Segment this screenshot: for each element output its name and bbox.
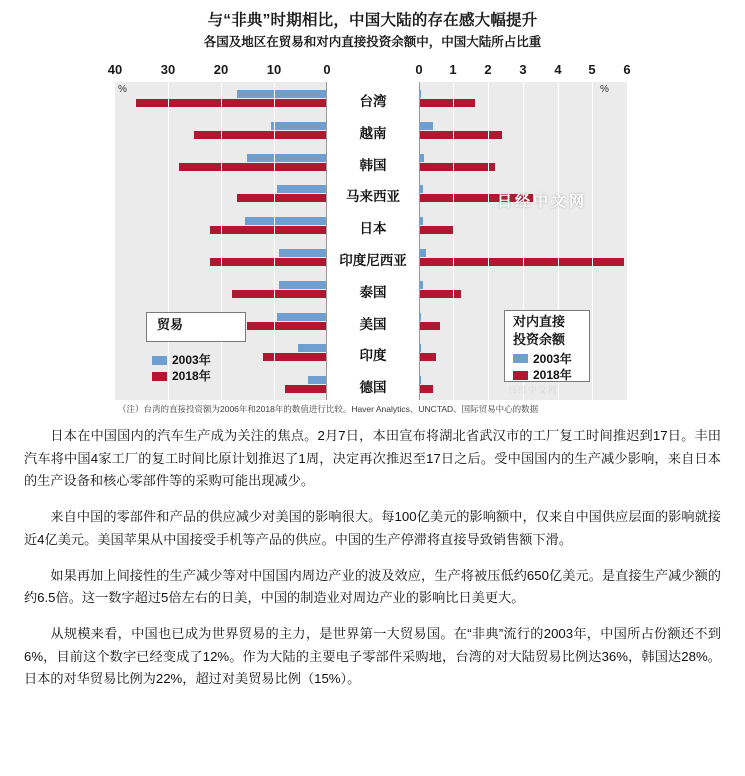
legend-label-2018: 2018年 <box>533 368 572 383</box>
axis-right-zero <box>419 82 420 400</box>
left-axis-ticks <box>0 62 745 80</box>
bar-fdi-2003 <box>419 122 433 130</box>
bar-trade-2018 <box>136 99 327 107</box>
bar-trade-2003 <box>271 122 327 130</box>
legend-swatch-2018-icon <box>513 371 528 380</box>
right-tick-2: 2 <box>484 62 492 77</box>
category-label: 美国 <box>359 316 387 332</box>
bar-trade-2018 <box>179 163 327 171</box>
bar-trade-2003 <box>237 90 327 98</box>
bar-trade-2018 <box>232 290 327 298</box>
bar-trade-2003 <box>298 344 327 352</box>
gridline-left-10 <box>274 82 275 400</box>
bar-fdi-2018 <box>419 163 495 171</box>
category-label: 德国 <box>359 380 387 396</box>
bar-trade-2018 <box>210 258 327 266</box>
bar-trade-2003 <box>279 249 327 257</box>
bar-fdi-2018 <box>419 322 440 330</box>
bar-fdi-2018 <box>419 385 433 393</box>
category-label: 泰国 <box>359 284 387 300</box>
article-paragraph: 如果再加上间接性的生产减少等对中国国内周边产业的波及效应，生产将被压低约650亿美元。是直接生产减少额的约6.5倍。这一数字超过5倍左右的日美，中国的制造业对周边产业的影响比日美更大。 <box>24 567 721 606</box>
gridline-right-5 <box>592 82 593 400</box>
category-label: 台湾 <box>359 94 387 109</box>
article-body <box>0 425 745 704</box>
legend-swatch-2003-icon <box>152 356 167 365</box>
bar-fdi-2003 <box>419 249 426 257</box>
left-tick-40: 40 <box>107 62 123 77</box>
bar-fdi-2018 <box>419 353 436 361</box>
bar-fdi-2018 <box>419 226 454 234</box>
gridline-right-2 <box>488 82 489 400</box>
left-axis-unit: % <box>118 84 127 95</box>
bar-trade-2003 <box>279 281 327 289</box>
bar-trade-2018 <box>247 322 327 330</box>
chart-source-note: （注）台湾的直接投资额为2006年和2018年的数值进行比较。Haver Analytics、UNCTAD、国际贸易中心的数据 <box>118 404 539 414</box>
right-tick-1: 1 <box>449 62 457 77</box>
gridline-right-1 <box>453 82 454 400</box>
bar-fdi-2018 <box>419 131 502 139</box>
legend-trade <box>146 312 246 342</box>
category-label: 韩国 <box>359 157 387 173</box>
left-tick-10: 10 <box>266 62 282 77</box>
left-tick-20: 20 <box>213 62 229 77</box>
category-label: 日本 <box>359 221 387 237</box>
right-tick-0: 0 <box>415 62 423 77</box>
chart-subtitle: 各国及地区在贸易和对内直接投资余额中，中国大陆所占比重 <box>203 35 542 49</box>
watermark-logo: 日经中文网 <box>497 193 588 210</box>
watermark-logo-small: 日经中文网 <box>508 385 559 395</box>
bar-trade-2018 <box>194 131 327 139</box>
bar-fdi-2018 <box>419 258 624 266</box>
bar-fdi-2018 <box>419 290 461 298</box>
legend-item-2018 <box>513 367 581 383</box>
bar-trade-2003 <box>245 217 327 225</box>
bar-trade-2003 <box>277 185 327 193</box>
article-paragraph: 日本在中国国内的汽车生产成为关注的焦点。2月7日，本田宣布将湖北省武汉市的工厂复工时间推迟到17日。丰田汽车将中国4家工厂的复工时间比原计划推迟了1周，决定再次推迟至17日之后。受中国国内的生产减少影响，来自日本的生产设备和核心零部件等的采购可能出现减少。 <box>24 428 721 489</box>
bar-trade-2003 <box>247 154 327 162</box>
category-label: 印度尼西亚 <box>339 253 407 268</box>
left-tick-30: 30 <box>160 62 176 77</box>
legend-fdi-title-line2: 投资余额 <box>513 331 566 347</box>
legend-label-2018: 2018年 <box>172 369 211 384</box>
legend-trade-title: 贸易 <box>157 317 184 332</box>
right-tick-4: 4 <box>554 62 562 77</box>
bar-trade-2003 <box>308 376 327 384</box>
legend-swatch-2018-icon <box>152 372 167 381</box>
legend-swatch-2003-icon <box>513 354 528 363</box>
article-paragraph: 从规模来看，中国也已成为世界贸易的主力，是世界第一大贸易国。在“非典”流行的2003年，中国所占份额还不到6%，目前这个数字已经变成了12%。作为大陆的主要电子零部件采购地，台湾的对大陆贸易比例达36%，韩国达28%。日本的对华贸易比例为22%，超过对美贸易比例（15%）。 <box>24 625 721 687</box>
left-tick-0: 0 <box>323 62 331 77</box>
right-tick-6: 6 <box>623 62 631 77</box>
bar-trade-2018 <box>237 194 327 202</box>
right-tick-5: 5 <box>588 62 596 77</box>
right-axis-unit: % <box>600 84 609 95</box>
gridline-left-20 <box>221 82 222 400</box>
category-label: 越南 <box>359 125 387 141</box>
legend-fdi <box>504 310 590 382</box>
chart-title: 与“非典”时期相比，中国大陆的存在感大幅提升 <box>207 12 538 29</box>
legend-label-2003: 2003年 <box>172 353 211 367</box>
legend-item-2003 <box>152 352 211 368</box>
legend-label-2003: 2003年 <box>533 351 572 366</box>
category-label: 印度 <box>359 348 387 364</box>
category-axis <box>327 82 419 400</box>
bar-trade-2003 <box>277 313 327 321</box>
bar-trade-2018 <box>285 385 327 393</box>
bar-trade-2018 <box>210 226 327 234</box>
legend-fdi-title-line1: 对内直接 <box>513 314 566 329</box>
legend-trade-items <box>152 352 211 384</box>
category-label: 马来西亚 <box>346 189 400 205</box>
right-tick-3: 3 <box>519 62 527 77</box>
article-paragraph: 来自中国的零部件和产品的供应减少对美国的影响很大。每100亿美元的影响额中，仅来自中国供应层面的影响就接近4亿美元。美国苹果从中国接受手机等产品的供应。中国的生产停滞将直接导致销售额下滑。 <box>24 509 721 547</box>
bar-trade-2018 <box>263 353 327 361</box>
legend-item-2003 <box>513 351 581 367</box>
bar-fdi-2018 <box>419 99 475 107</box>
legend-item-2018 <box>152 368 211 384</box>
